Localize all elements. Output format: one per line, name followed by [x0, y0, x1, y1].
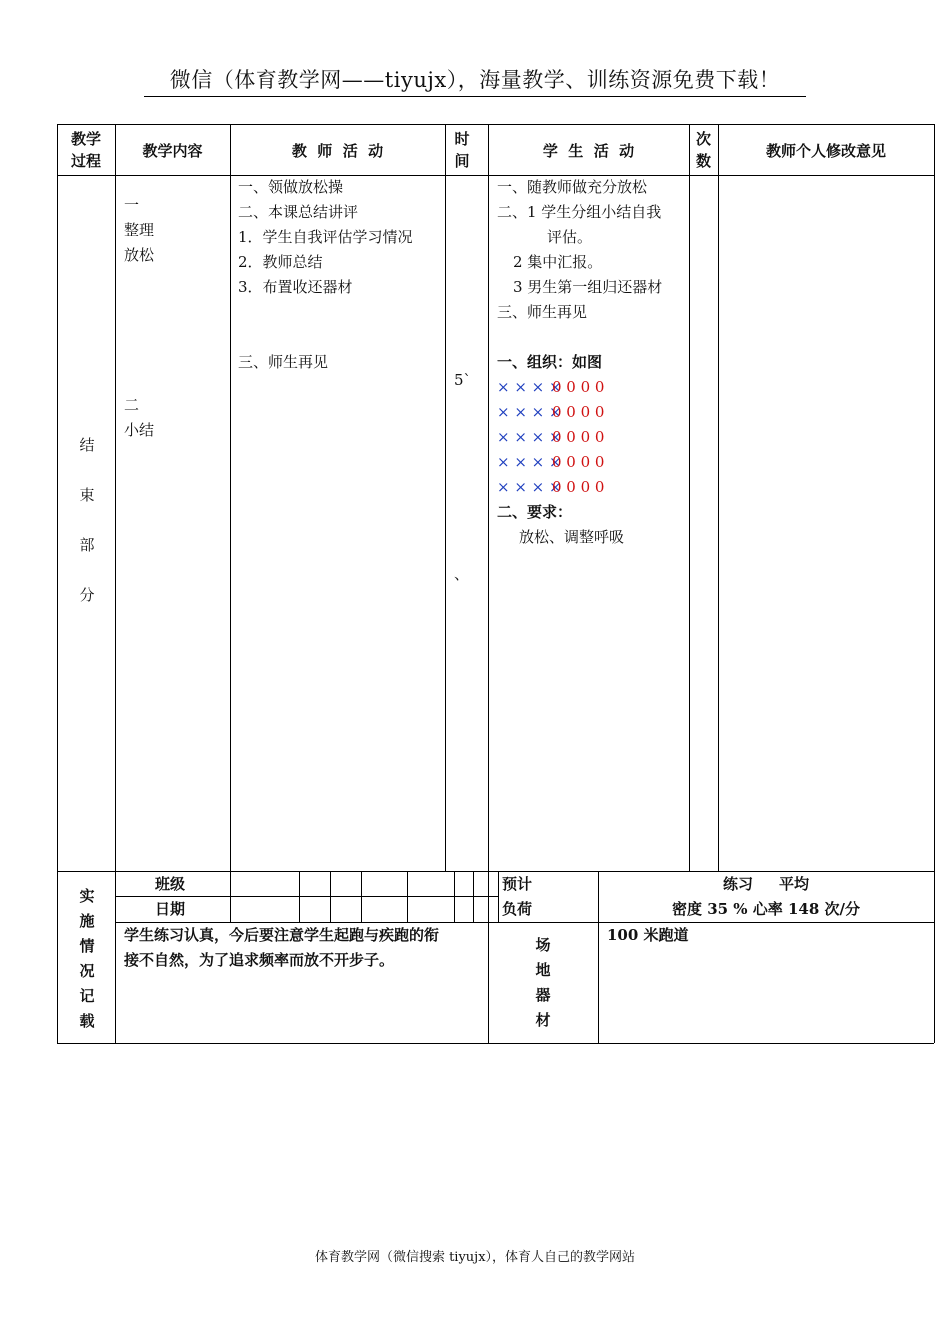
header-teacher-activity: 教 师 活 动	[291, 142, 384, 160]
requirement-text: 放松、调整呼吸	[519, 528, 625, 546]
header-count: 次 数	[695, 130, 711, 170]
time-value: 5`	[454, 371, 472, 389]
header-underline	[144, 96, 806, 97]
page-footer: 体育教学网（微信搜索 tiyujx），体育人自己的教学网站	[314, 1250, 636, 1265]
header-time: 时 间	[454, 130, 470, 170]
date-label: 日期	[155, 900, 186, 918]
header-student-activity: 学 生 活 动	[542, 142, 635, 160]
load-line-1: 练习 平均	[722, 875, 810, 893]
header-content: 教学内容	[142, 142, 203, 160]
header-opinion: 教师个人修改意见	[765, 142, 886, 160]
class-label: 班级	[155, 875, 186, 893]
org-title: 一、组织：如图	[497, 353, 603, 371]
requirement-title: 二、要求：	[497, 503, 573, 521]
load-line-2: 密度 35 % 心率 148 次/分	[671, 900, 861, 918]
header-process: 教学 过程	[70, 130, 101, 170]
page-header-title: 微信（体育教学网——tiyujx），海量教学、训练资源免费下载！	[169, 68, 781, 92]
time-mark: 、	[454, 565, 470, 583]
venue-value: 100 米跑道	[607, 926, 689, 944]
